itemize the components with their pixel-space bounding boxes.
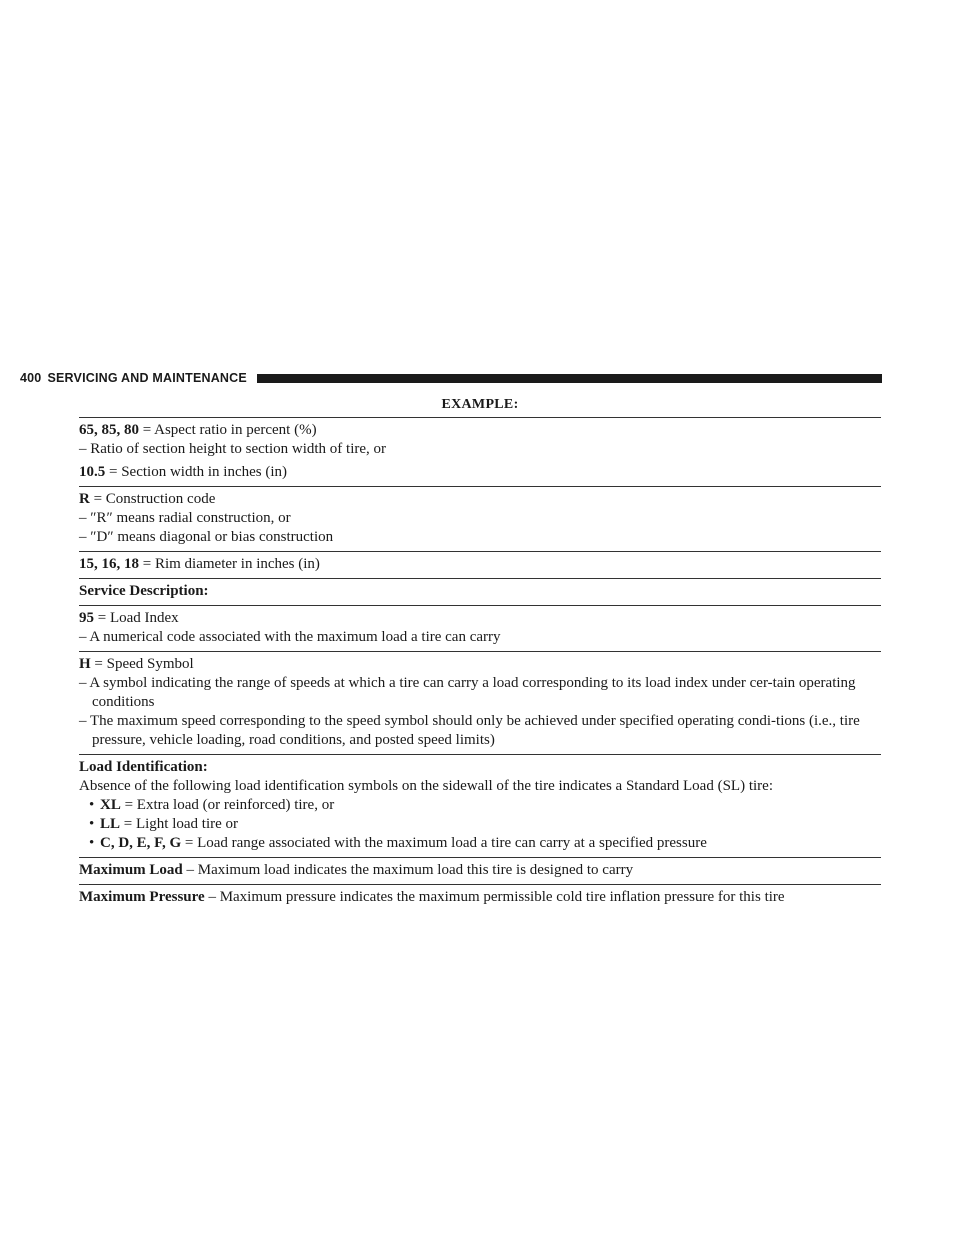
load-id-code: XL: [100, 797, 121, 813]
load-id-code: LL: [100, 816, 121, 832]
width-desc: = Section width in inches (in): [109, 464, 288, 480]
service-label: Service Description:: [79, 583, 209, 599]
header-rule: [257, 374, 882, 383]
speed-note-range: – A symbol indicating the range of speeds at which a tire can carry a load corresponding to its load index under cer-tain operating conditions: [79, 675, 856, 710]
load-id-desc: = Load range associated with the maximum load a tire can carry at a specified pressure: [184, 835, 707, 851]
list-item: [79, 815, 881, 834]
aspect-desc: = Aspect ratio in percent (%): [142, 422, 317, 438]
speed-note-max: – The maximum speed corresponding to the speed symbol should only be achieved under specified operating condi-tions (i.e., tire pressure, vehicle loading, road conditions, and posted speed limits): [79, 713, 860, 748]
load-index-note: – A numerical code associated with the maximum load a tire can carry: [79, 629, 501, 645]
page-number: 400: [20, 371, 42, 385]
page-header: [20, 369, 882, 387]
row-speed-symbol: [79, 651, 881, 754]
row-service-description: [79, 578, 881, 605]
load-id-label: Load Identification:: [79, 759, 208, 775]
list-item: [79, 796, 881, 815]
load-index-desc: = Load Index: [97, 610, 179, 626]
max-load-desc: – Maximum load indicates the maximum load this tire is designed to carry: [186, 862, 634, 878]
row-load-identification: [79, 754, 881, 857]
section-title: SERVICING AND MAINTENANCE: [47, 371, 247, 385]
aspect-note: – Ratio of section height to section width of tire, or: [79, 441, 387, 457]
row-rim-diameter: [79, 551, 881, 578]
aspect-code: 65, 85, 80: [79, 422, 139, 438]
load-id-code: C, D, E, F, G: [100, 835, 182, 851]
construction-desc: = Construction code: [93, 491, 216, 507]
row-aspect-ratio: [79, 417, 881, 486]
load-id-desc: = Light load tire or: [123, 816, 239, 832]
max-pressure-label: Maximum Pressure: [79, 889, 205, 905]
row-load-index: [79, 605, 881, 651]
max-pressure-desc: – Maximum pressure indicates the maximum permissible cold tire inflation pressure for this tire: [208, 889, 785, 905]
list-item: [79, 834, 881, 853]
bullet-icon: •: [89, 797, 95, 813]
speed-code: H: [79, 656, 91, 672]
rim-code: 15, 16, 18: [79, 556, 139, 572]
bullet-icon: •: [89, 835, 95, 851]
load-id-desc: = Extra load (or reinforced) tire, or: [124, 797, 335, 813]
construction-note-bias: – ″D″ means diagonal or bias construction: [79, 529, 334, 545]
rim-desc: = Rim diameter in inches (in): [142, 556, 320, 572]
row-construction: [79, 486, 881, 551]
load-id-intro: Absence of the following load identification symbols on the sidewall of the tire indicates a Standard Load (SL) tire:: [79, 778, 773, 794]
construction-code: R: [79, 491, 90, 507]
speed-desc: = Speed Symbol: [94, 656, 194, 672]
table-caption: EXAMPLE:: [441, 397, 519, 412]
bullet-icon: •: [89, 816, 95, 832]
width-code: 10.5: [79, 464, 106, 480]
tire-code-table: [79, 393, 881, 911]
load-index-code: 95: [79, 610, 94, 626]
max-load-label: Maximum Load: [79, 862, 183, 878]
row-maximum-pressure: [79, 884, 881, 911]
row-maximum-load: [79, 857, 881, 884]
construction-note-radial: – ″R″ means radial construction, or: [79, 510, 291, 526]
